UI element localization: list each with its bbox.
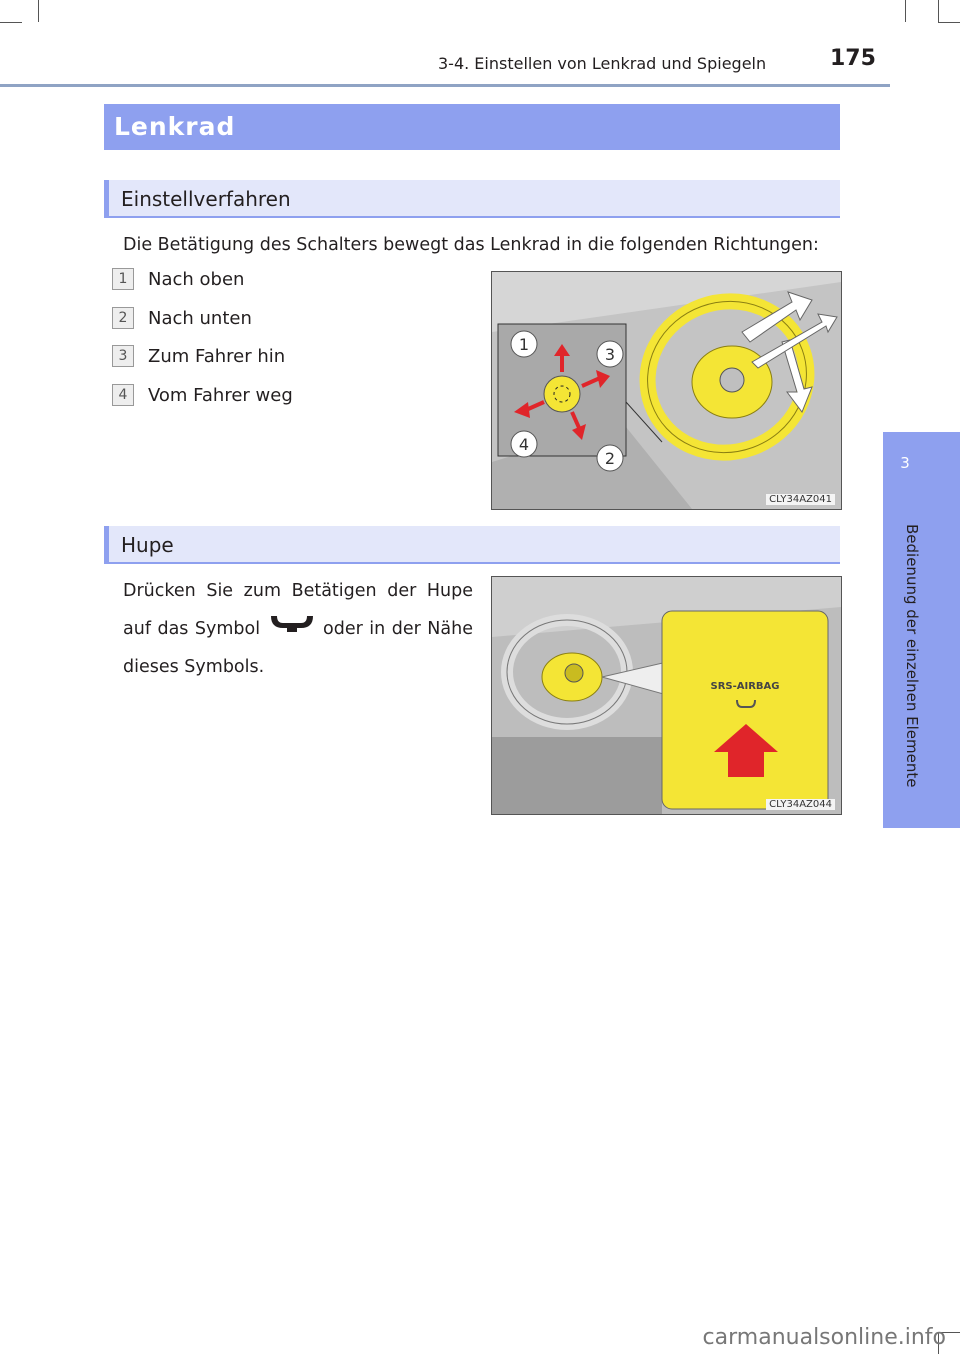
airbag-label: SRS-AIRBAG <box>710 681 780 692</box>
crop-mark <box>938 22 960 23</box>
header-rule <box>0 84 890 87</box>
list-item <box>112 268 244 290</box>
callout-2: 2 <box>604 449 616 468</box>
horn-icon <box>267 610 317 648</box>
chapter-title-vertical: Bedienung der einzelnen Elemente <box>903 524 921 788</box>
crop-mark <box>0 22 22 23</box>
chapter-number: 3 <box>900 454 910 472</box>
callout-1: 1 <box>518 335 530 354</box>
page-number: 175 <box>830 46 876 71</box>
item-label: Nach unten <box>148 307 252 329</box>
list-item <box>112 307 252 329</box>
horn-figure <box>491 576 842 815</box>
horn-illustration <box>492 577 841 814</box>
subsection-title-einstellverfahren: Einstellverfahren <box>104 180 840 218</box>
figure-code: CLY34AZ041 <box>766 494 835 505</box>
crop-mark <box>905 0 906 22</box>
watermark: carmanualsonline.info <box>702 1325 946 1350</box>
item-number: 4 <box>112 384 134 406</box>
list-item <box>112 345 285 367</box>
einstell-intro: Die Betätigung des Schalters bewegt das Lenkrad in die folgenden Richtungen: <box>123 235 819 255</box>
item-number: 2 <box>112 307 134 329</box>
item-number: 1 <box>112 268 134 290</box>
item-label: Vom Fahrer weg <box>148 384 293 406</box>
figure-code: CLY34AZ044 <box>766 799 835 810</box>
section-title: Lenkrad <box>104 104 840 150</box>
crop-mark <box>938 0 939 22</box>
callout-3: 3 <box>604 345 616 364</box>
callout-4: 4 <box>518 435 530 454</box>
item-number: 3 <box>112 345 134 367</box>
hupe-text-before: Drücken Sie zum Betätigen der Hupe auf das Symbol <box>123 581 473 639</box>
hupe-text <box>123 572 473 686</box>
subsection-title-hupe: Hupe <box>104 526 840 564</box>
running-header: 3-4. Einstellen von Lenkrad und Spiegeln <box>438 54 767 73</box>
list-item <box>112 384 293 406</box>
hupe-text-after: oder in der Nähe dieses Symbols. <box>123 619 473 677</box>
steering-wheel-illustration <box>492 272 841 509</box>
item-label: Zum Fahrer hin <box>148 345 286 367</box>
steering-adjustment-figure <box>491 271 842 510</box>
item-label: Nach oben <box>148 268 245 290</box>
crop-mark <box>38 0 39 22</box>
